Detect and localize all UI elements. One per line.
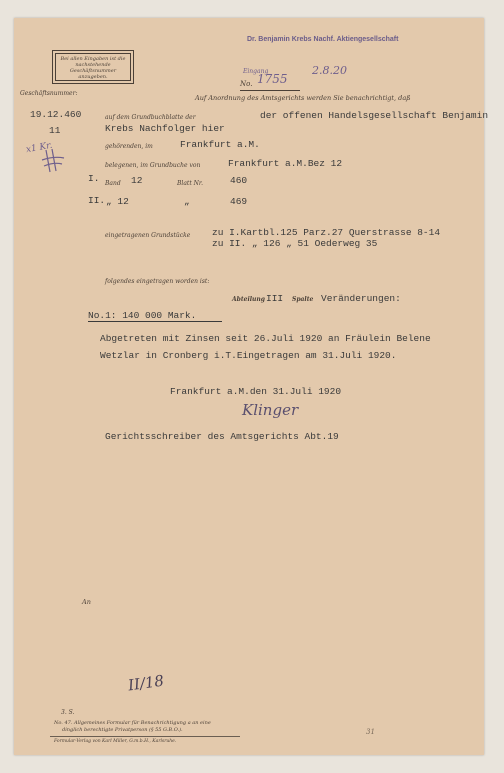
instruction-box-text: Bei allen Eingaben ist die nachstehende Geschäftsnummer anzugeben. (55, 53, 131, 81)
clerk-title: Gerichtsschreiber des Amtsgerichts Abt.19 (105, 431, 339, 442)
row2-blatt-mark: „ (184, 196, 190, 207)
following-label: folgendes eingetragen worden ist: (105, 278, 210, 285)
form-divider (50, 736, 240, 737)
form-line-2: dinglich berechtigte Privatperson (§ 55 G.B.O.). (62, 727, 183, 733)
entry-text-1: Abgetreten mit Zinsen seit 26.Juli 1920 an Fräulein Belene (100, 333, 431, 344)
place-date: Frankfurt a.M.den 31.Juli 1920 (170, 386, 342, 397)
recipient-label: An (82, 598, 91, 606)
business-number-sub: 11 (49, 125, 61, 136)
register-value: Frankfurt a.M.Bez 12 (228, 158, 343, 169)
roman-one: I. (88, 173, 100, 184)
blatt-label: Blatt Nr. (177, 180, 204, 187)
abteilung-value: III (266, 293, 284, 304)
belonging-place: Frankfurt a.M. (180, 139, 260, 150)
entry-date: 2.8.20 (312, 64, 347, 77)
form-line-1: No. 47. Allgemeines Formular für Benachrichtigung a an eine (54, 720, 211, 726)
no-underline (240, 90, 300, 91)
no-label: No. (240, 80, 253, 88)
row2-band: „ 12 (106, 196, 129, 207)
owner-line-2: Krebs Nachfolger hier (105, 123, 225, 134)
row1-band: 12 (131, 175, 143, 186)
owner-line-1: der offenen Handelsgesellschaft Benjamin (260, 110, 489, 121)
abteilung-label: Abteilung (232, 296, 265, 303)
register-label: belegenen, im Grundbuche von (105, 162, 201, 169)
parcel-line-1: zu I.Kartbl.125 Parz.27 Querstrasse 8-14 (212, 227, 441, 238)
signature: Klinger (242, 401, 299, 419)
document-sheet (14, 18, 489, 755)
spalte-label: Spalte (292, 296, 314, 303)
publisher: Formular-Verlag von Karl Miller, G.m.b.H., Karlsruhe. (54, 739, 177, 744)
parcel-line-2: zu II. „ 126 „ 51 Oederweg 35 (212, 238, 378, 249)
roman-two: II. (88, 195, 106, 206)
grundbuch-label: auf dem Grundbuchblatte der (105, 114, 196, 121)
belonging-label: gehörenden, im (105, 143, 153, 150)
changes-label: Veränderungen: (321, 293, 401, 304)
margin-note: x1 Kr. (25, 140, 54, 156)
band-label: Band (105, 180, 121, 187)
entry-number: No.1: 140 000 Mark. (88, 310, 222, 322)
entry-text-2: Wetzlar in Cronberg i.T.Eingetragen am 31.Juli 1920. (100, 350, 397, 361)
intro-text: Auf Anordnung des Amtsgerichts werden Sie benachrichtigt, daß (195, 94, 411, 102)
business-number-label: Geschäftsnummer: (20, 90, 78, 97)
parcels-label: eingetragenen Grundstücke (105, 232, 191, 239)
form-code: 3. S. (61, 709, 75, 716)
instruction-box (52, 50, 134, 84)
business-number-date: 19.12.460 (30, 109, 82, 120)
folio-note: II/18 (126, 671, 166, 695)
office-stamp: Dr. Benjamin Krebs Nachf. Aktiengesellschaft (247, 36, 399, 43)
page-mark: 31 (366, 728, 375, 736)
row2-blatt: 469 (230, 196, 248, 207)
margin-scribble-icon (40, 146, 68, 176)
row1-blatt: 460 (230, 175, 248, 186)
entry-label: Eingang (243, 68, 269, 75)
no-value: 1755 (257, 72, 288, 86)
